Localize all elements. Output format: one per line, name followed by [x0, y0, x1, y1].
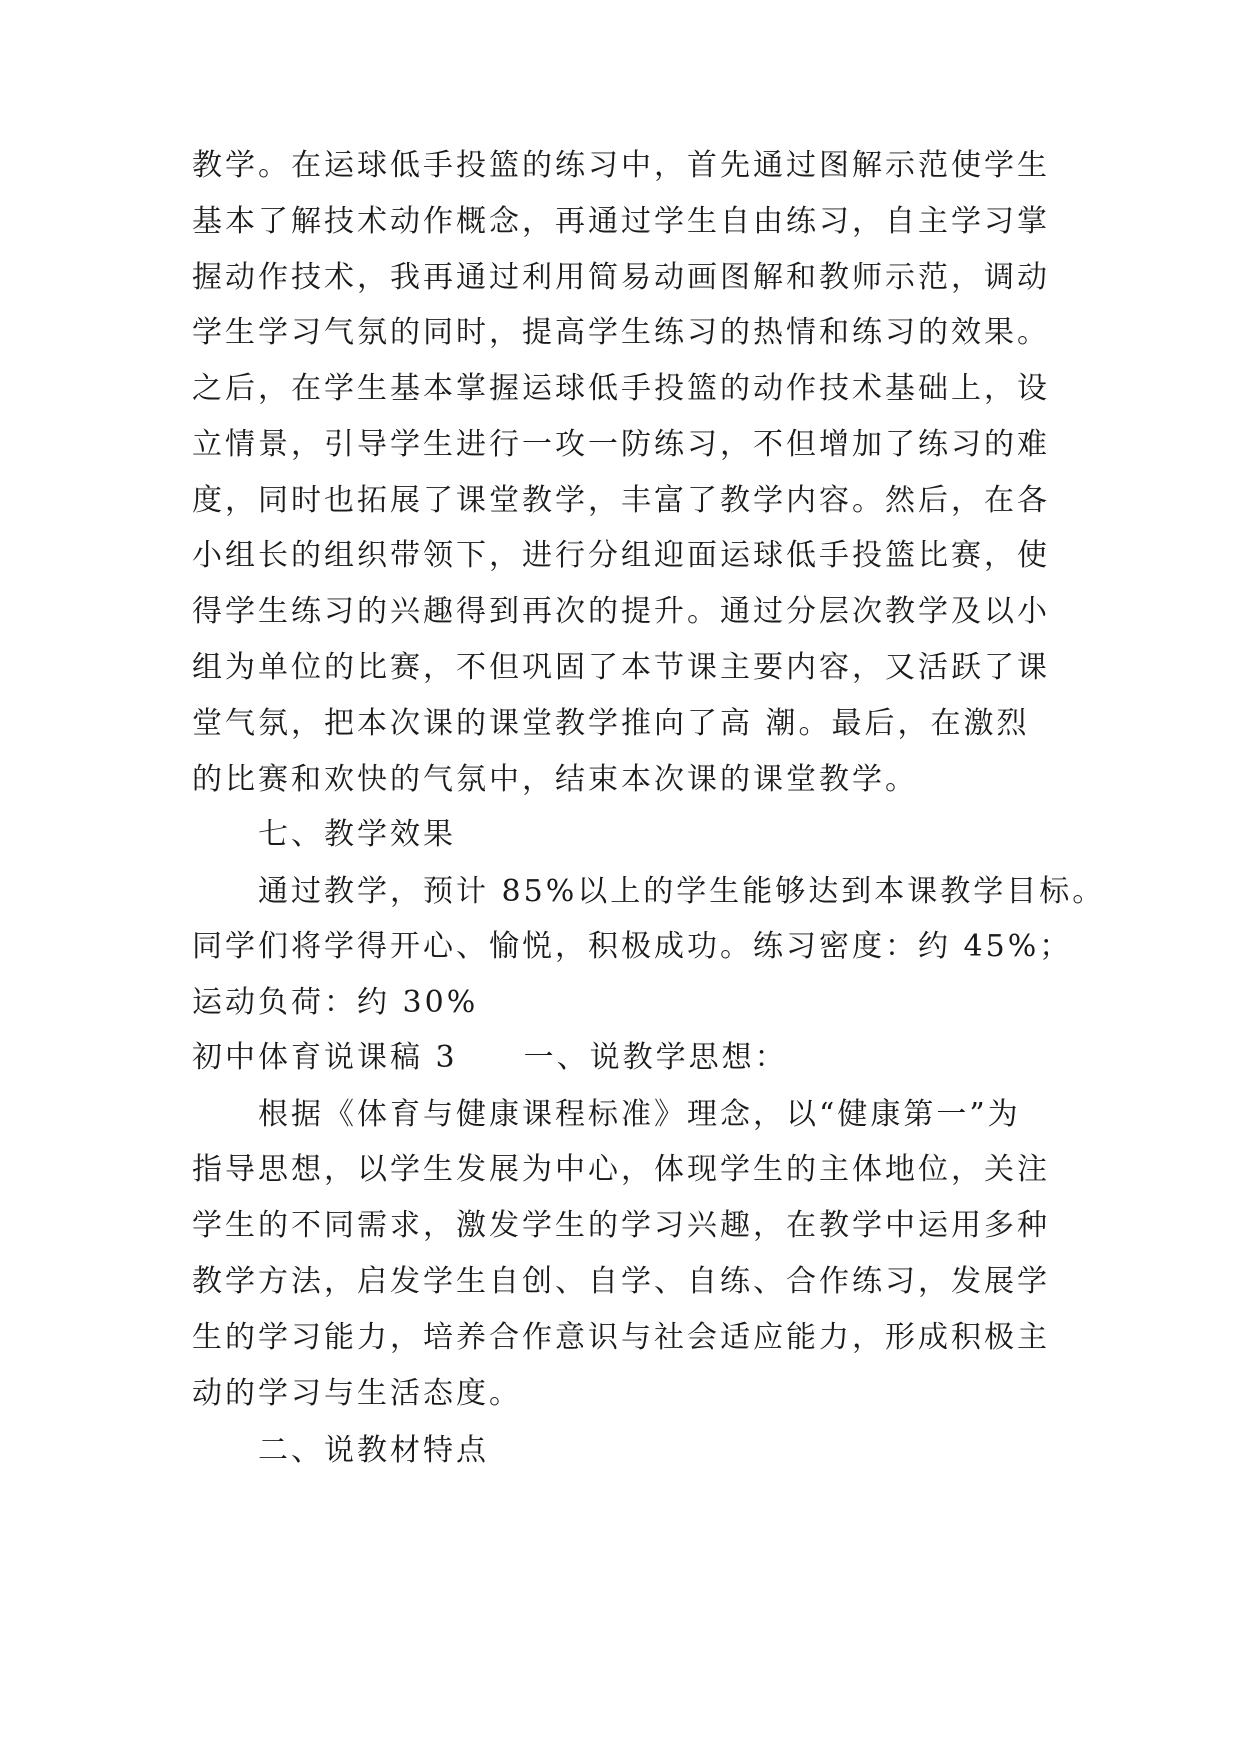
body-text-line: 同学们将学得开心、愉悦，积极成功。练习密度：约 45%；: [192, 929, 1073, 964]
body-text-line: 学生学习气氛的同时，提高学生练习的热情和练习的效果。: [192, 315, 1050, 350]
body-text-line: 小组长的组织带领下，进行分组迎面运球低手投篮比赛，使: [192, 538, 1050, 573]
body-text-line: 运动负荷：约 30%: [192, 985, 479, 1020]
body-text-line: 动的学习与生活态度。: [192, 1376, 522, 1411]
body-text-line: 得学生练习的兴趣得到再次的提升。通过分层次教学及以小: [192, 594, 1050, 629]
body-text-line: 堂气氛，把本次课的课堂教学推向了高 潮。最后，在激烈: [192, 706, 1030, 741]
body-text-line: 基本了解技术动作概念，再通过学生自由练习，自主学习掌: [192, 204, 1050, 239]
body-text-line: 生的学习能力，培养合作意识与社会适应能力，形成积极主: [192, 1320, 1050, 1355]
document-title-line: 初中体育说课稿 3 一、说教学思想：: [192, 1040, 788, 1075]
section-heading: 二、说教材特点: [258, 1433, 489, 1468]
body-text-line: 度，同时也拓展了课堂教学，丰富了教学内容。然后，在各: [192, 483, 1050, 518]
body-text-line: 指导思想，以学生发展为中心，体现学生的主体地位，关注: [192, 1152, 1050, 1187]
body-text-line: 通过教学，预计 85%以上的学生能够达到本课教学目标。: [258, 874, 1106, 909]
body-text-line: 握动作技术，我再通过利用简易动画图解和教师示范，调动: [192, 260, 1050, 295]
body-text-line: 的比赛和欢快的气氛中，结束本次课的课堂教学。: [192, 762, 918, 797]
body-text-line: 立情景，引导学生进行一攻一防练习，不但增加了练习的难: [192, 427, 1050, 462]
body-text-line: 之后，在学生基本掌握运球低手投篮的动作技术基础上，设: [192, 371, 1050, 406]
body-text-line: 教学。在运球低手投篮的练习中，首先通过图解示范使学生: [192, 148, 1050, 183]
body-text-line: 组为单位的比赛，不但巩固了本节课主要内容，又活跃了课: [192, 650, 1050, 685]
section-heading: 七、教学效果: [258, 817, 456, 852]
body-text-line: 教学方法，启发学生自创、自学、自练、合作练习，发展学: [192, 1264, 1050, 1299]
body-text-line: 学生的不同需求，激发学生的学习兴趣，在教学中运用多种: [192, 1208, 1050, 1243]
body-text-line: 根据《体育与健康课程标准》理念，以“健康第一”为: [258, 1097, 1021, 1132]
